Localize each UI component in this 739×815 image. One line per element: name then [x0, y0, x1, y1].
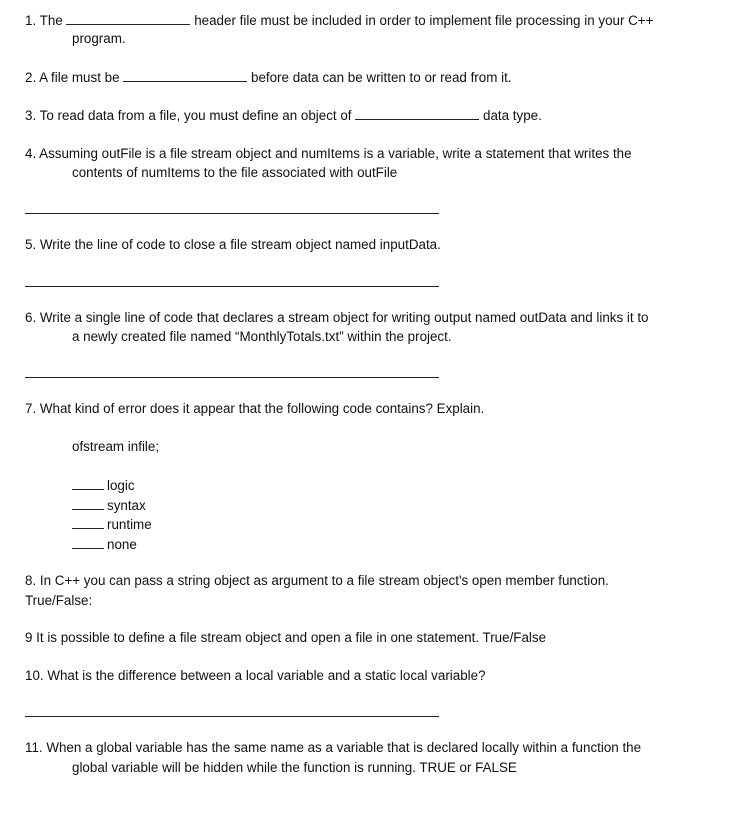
q6-answer-line[interactable] [25, 377, 439, 378]
q2-answer-blank[interactable] [123, 69, 247, 82]
q3-answer-blank[interactable] [355, 107, 479, 120]
question-8-line-1: 8. In C++ you can pass a string object as argument to a file stream object's open member function. [25, 573, 609, 588]
q3-prefix: 3. To read data from a file, you must define an object of [25, 108, 352, 123]
question-9: 9 It is possible to define a file stream object and open a file in one statement. True/False [25, 630, 547, 645]
question-11-line-1: 11. When a global variable has the same name as a variable that is declared locally within a function the [25, 740, 642, 755]
q5-answer-line[interactable] [25, 286, 439, 287]
question-3 [25, 107, 542, 123]
choice-blank[interactable] [72, 477, 104, 490]
q4-answer-line[interactable] [25, 213, 439, 214]
question-4-line-2: contents of numItems to the file associated with outFile [72, 165, 398, 180]
question-6-line-2: a newly created file named “MonthlyTotals.txt” within the project. [72, 329, 452, 344]
question-4-line-1: 4. Assuming outFile is a file stream object and numItems is a variable, write a statement that writes the [25, 146, 632, 161]
q1-suffix: header file must be included in order to implement file processing in your C++ [194, 13, 654, 28]
question-10: 10. What is the difference between a local variable and a static local variable? [25, 668, 486, 683]
question-1 [25, 12, 653, 28]
q7-code-snippet: ofstream infile; [72, 439, 160, 454]
question-11-line-2: global variable will be hidden while the function is running. TRUE or FALSE [72, 760, 517, 775]
question-2 [25, 69, 512, 85]
choice-label: none [107, 537, 137, 552]
choice-label: logic [107, 478, 135, 493]
question-6-line-1: 6. Write a single line of code that declares a stream object for writing output named outData and links it to [25, 310, 649, 325]
q7-choice-syntax[interactable] [72, 497, 146, 513]
choice-blank[interactable] [72, 536, 104, 549]
q7-choice-logic[interactable] [72, 477, 135, 493]
q1-answer-blank[interactable] [66, 12, 190, 25]
choice-blank[interactable] [72, 497, 104, 510]
q7-choice-runtime[interactable] [72, 516, 152, 532]
q1-continuation: program. [72, 31, 126, 46]
q3-suffix: data type. [483, 108, 542, 123]
question-8-line-2: True/False: [25, 593, 93, 608]
question-5: 5. Write the line of code to close a file stream object named inputData. [25, 237, 441, 252]
q10-answer-line[interactable] [25, 716, 439, 717]
q2-suffix: before data can be written to or read from it. [251, 70, 512, 85]
q1-prefix: 1. The [25, 13, 63, 28]
choice-label: syntax [107, 498, 146, 513]
q7-choice-none[interactable] [72, 536, 137, 552]
question-7: 7. What kind of error does it appear that the following code contains? Explain. [25, 401, 485, 416]
choice-blank[interactable] [72, 516, 104, 529]
choice-label: runtime [107, 517, 152, 532]
q2-prefix: 2. A file must be [25, 70, 120, 85]
